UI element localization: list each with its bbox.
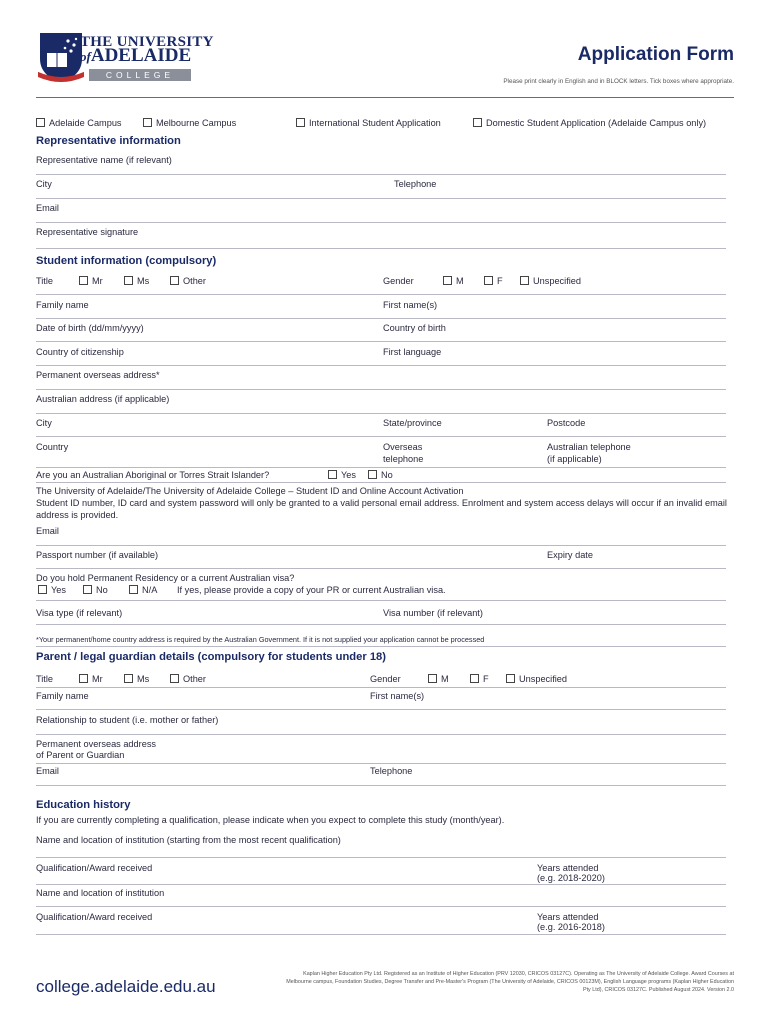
field-line: [36, 467, 726, 468]
student-first-names-field[interactable]: First name(s): [383, 300, 438, 310]
student-australian-telephone-field-line2: (if applicable): [547, 454, 602, 464]
f-label: F: [483, 674, 489, 684]
guardian-first-names-field[interactable]: First name(s): [370, 691, 425, 701]
guardian-telephone-field[interactable]: Telephone: [370, 766, 413, 776]
no-label: No: [96, 585, 108, 595]
student-ms-checkbox[interactable]: [124, 276, 149, 287]
guardian-address-field-line1[interactable]: Permanent overseas address: [36, 739, 157, 749]
field-line: [36, 174, 726, 175]
page-title: Application Form: [577, 44, 734, 65]
years-attended-field-2[interactable]: Years attended: [537, 912, 599, 922]
checkbox-icon: [470, 674, 479, 683]
checkbox-icon: [520, 276, 529, 285]
logo-adelaide: [80, 45, 191, 67]
representative-heading: Representative information: [36, 135, 181, 147]
representative-city-field[interactable]: City: [36, 179, 52, 189]
representative-name-field[interactable]: Representative name (if relevant): [36, 155, 172, 165]
representative-telephone-field[interactable]: Telephone: [394, 179, 437, 189]
m-label: M: [441, 674, 449, 684]
guardian-mr-checkbox[interactable]: [79, 674, 103, 685]
guardian-address-field-line2: of Parent or Guardian: [36, 750, 125, 760]
pr-note: If yes, please provide a copy of your PR or current Australian visa.: [177, 585, 446, 595]
footer-legal-note: Kaplan Higher Education Pty Ltd. Registered as an Institute of Higher Education (PRV 12030, CRICOS 03127C). Operating as The University of Adelaide College. Award Courses at Melbourne campus, Foundation Studies, Degree Transfer and Pre-Master's Program (The University of Adelaide, CRICOS 00123M), English Language programs (Kaplan Higher Education Pty Ltd), CRICOS 03127C. Published August 2024. Version 2.0: [286, 971, 734, 993]
guardian-relationship-field[interactable]: Relationship to student (i.e. mother or father): [36, 715, 219, 725]
field-line: [36, 294, 726, 295]
student-mr-checkbox[interactable]: [79, 276, 103, 287]
field-line: [36, 709, 726, 710]
checkbox-icon: [170, 276, 179, 285]
years-example-2: (e.g. 2016-2018): [537, 922, 605, 932]
education-intro: If you are currently completing a qualification, please indicate when you expect to complete this study (month/year).: [36, 815, 505, 825]
guardian-family-name-field[interactable]: Family name: [36, 691, 89, 701]
melbourne-campus-label: Melbourne Campus: [156, 118, 237, 128]
years-example-1: (e.g. 2018-2020): [537, 873, 605, 883]
checkbox-icon: [443, 276, 452, 285]
student-australian-telephone-field-line1[interactable]: Australian telephone: [547, 442, 631, 452]
field-line: [36, 624, 726, 625]
mr-label: Mr: [92, 276, 103, 286]
adelaide-campus-label: Adelaide Campus: [49, 118, 122, 128]
student-overseas-telephone-field-line1[interactable]: Overseas: [383, 442, 423, 452]
f-label: F: [497, 276, 503, 286]
logo-adelaide-word: ADELAIDE: [90, 45, 192, 66]
domestic-application-label: Domestic Student Application (Adelaide Campus only): [486, 118, 707, 128]
checkbox-icon: [143, 118, 152, 127]
melbourne-campus-checkbox[interactable]: [143, 118, 236, 129]
logo-of: of: [80, 49, 91, 64]
activation-title: The University of Adelaide/The University of Adelaide College – Student ID and Online Account Activation: [36, 486, 464, 496]
international-application-checkbox[interactable]: [296, 118, 441, 129]
na-label: N/A: [142, 585, 158, 595]
field-line: [36, 341, 726, 342]
checkbox-icon: [506, 674, 515, 683]
checkbox-icon: [36, 118, 45, 127]
field-line: [36, 413, 726, 414]
guardian-gender-unspecified-checkbox[interactable]: [506, 674, 567, 685]
student-gender-unspecified-checkbox[interactable]: [520, 276, 581, 287]
field-line: [36, 934, 726, 935]
student-postcode-field[interactable]: Postcode: [547, 418, 586, 428]
student-country-birth-field[interactable]: Country of birth: [383, 323, 446, 333]
adelaide-campus-checkbox[interactable]: [36, 118, 122, 129]
field-line: [36, 687, 726, 688]
field-line: [36, 857, 726, 858]
no-label: No: [381, 470, 393, 480]
pr-na-checkbox[interactable]: [129, 585, 157, 596]
education-heading: Education history: [36, 799, 131, 811]
student-email-field[interactable]: Email: [36, 526, 59, 536]
field-line: [36, 482, 726, 483]
field-line: [36, 389, 726, 390]
logo-the-university: THE UNIVERSITY: [80, 34, 214, 50]
ms-label: Ms: [137, 674, 150, 684]
aboriginal-no-checkbox[interactable]: [368, 470, 393, 481]
guardian-email-field[interactable]: Email: [36, 766, 59, 776]
institution-field-2[interactable]: Name and location of institution: [36, 888, 165, 898]
guardian-gender-m-checkbox[interactable]: [428, 674, 449, 685]
student-overseas-telephone-field-line2: telephone: [383, 454, 424, 464]
student-family-name-field[interactable]: Family name: [36, 300, 89, 310]
checkbox-icon: [428, 674, 437, 683]
university-crest-icon: [38, 31, 84, 83]
field-line: [36, 785, 726, 786]
student-gender-label: Gender: [383, 276, 414, 286]
m-label: M: [456, 276, 464, 286]
guardian-gender-label: Gender: [370, 674, 401, 684]
yes-label: Yes: [341, 470, 356, 480]
yes-label: Yes: [51, 585, 66, 595]
pr-no-checkbox[interactable]: [83, 585, 108, 596]
unspecified-label: Unspecified: [519, 674, 568, 684]
activation-text: Student ID number, ID card and system password will only be granted to a valid personal email address. Enrolment and system access delays will occur if an invalid email address is provided.: [36, 498, 727, 520]
checkbox-icon: [38, 585, 47, 594]
student-title-label: Title: [36, 276, 54, 286]
student-australian-address-field[interactable]: Australian address (if applicable): [36, 394, 170, 404]
checkbox-icon: [170, 674, 179, 683]
checkbox-icon: [368, 470, 377, 479]
passport-expiry-field[interactable]: Expiry date: [547, 550, 593, 560]
aboriginal-yes-checkbox[interactable]: [328, 470, 356, 481]
qualification-field-2[interactable]: Qualification/Award received: [36, 912, 153, 922]
field-line: [36, 222, 726, 223]
student-state-field[interactable]: State/province: [383, 418, 442, 428]
representative-email-field[interactable]: Email: [36, 203, 59, 213]
guardian-heading: Parent / legal guardian details (compulsory for students under 18): [36, 651, 386, 663]
checkbox-icon: [124, 276, 133, 285]
other-label: Other: [183, 276, 206, 286]
page-subtitle: Please print clearly in English and in BLOCK letters. Tick boxes where appropriate.: [503, 78, 734, 85]
mr-label: Mr: [92, 674, 103, 684]
field-line: [36, 436, 726, 437]
checkbox-icon: [473, 118, 482, 127]
field-line: [36, 884, 726, 885]
student-citizenship-field[interactable]: Country of citizenship: [36, 347, 124, 357]
passport-number-field[interactable]: Passport number (if available): [36, 550, 159, 560]
checkbox-icon: [79, 674, 88, 683]
visa-type-field[interactable]: Visa type (if relevant): [36, 608, 123, 618]
international-application-label: International Student Application: [309, 118, 441, 128]
student-country-field[interactable]: Country: [36, 442, 69, 452]
guardian-other-checkbox[interactable]: [170, 674, 206, 685]
checkbox-icon: [83, 585, 92, 594]
field-line: [36, 646, 726, 647]
field-line: [36, 600, 726, 601]
student-first-language-field[interactable]: First language: [383, 347, 442, 357]
student-overseas-address-field[interactable]: Permanent overseas address*: [36, 370, 160, 380]
field-line: [36, 734, 726, 735]
checkbox-icon: [296, 118, 305, 127]
student-other-checkbox[interactable]: [170, 276, 206, 287]
institution-recent-field[interactable]: Name and location of institution (starting from the most recent qualification): [36, 835, 341, 845]
student-dob-field[interactable]: Date of birth (dd/mm/yyyy): [36, 323, 144, 333]
address-footnote: *Your permanent/home country address is required by the Australian Government. If it is not supplied your application cannot be processed: [36, 635, 485, 644]
checkbox-icon: [124, 674, 133, 683]
checkbox-icon: [79, 276, 88, 285]
checkbox-icon: [129, 585, 138, 594]
header-divider: [36, 97, 734, 98]
field-line: [36, 248, 726, 249]
unspecified-label: Unspecified: [533, 276, 582, 286]
student-heading: Student information (compulsory): [36, 255, 217, 267]
pr-yes-checkbox[interactable]: [38, 585, 66, 596]
ms-label: Ms: [137, 276, 150, 286]
field-line: [36, 568, 726, 569]
years-attended-field-1[interactable]: Years attended: [537, 863, 599, 873]
checkbox-icon: [328, 470, 337, 479]
field-line: [36, 198, 726, 199]
representative-signature-field[interactable]: Representative signature: [36, 227, 139, 237]
student-gender-f-checkbox[interactable]: [484, 276, 503, 287]
pr-question: Do you hold Permanent Residency or a current Australian visa?: [36, 573, 295, 583]
field-line: [36, 365, 726, 366]
other-label: Other: [183, 674, 206, 684]
checkbox-icon: [484, 276, 493, 285]
domestic-application-checkbox[interactable]: [473, 118, 706, 129]
field-line: [36, 763, 726, 764]
student-gender-m-checkbox[interactable]: [443, 276, 464, 287]
logo-college: COLLEGE: [89, 69, 191, 81]
aboriginal-question: Are you an Australian Aboriginal or Torres Strait Islander?: [36, 470, 270, 480]
guardian-ms-checkbox[interactable]: [124, 674, 149, 685]
field-line: [36, 906, 726, 907]
field-line: [36, 318, 726, 319]
guardian-gender-f-checkbox[interactable]: [470, 674, 489, 685]
visa-number-field[interactable]: Visa number (if relevant): [383, 608, 483, 618]
field-line: [36, 545, 726, 546]
college-website-link[interactable]: college.adelaide.edu.au: [36, 977, 216, 996]
student-city-field[interactable]: City: [36, 418, 52, 428]
guardian-title-label: Title: [36, 674, 54, 684]
qualification-field-1[interactable]: Qualification/Award received: [36, 863, 153, 873]
